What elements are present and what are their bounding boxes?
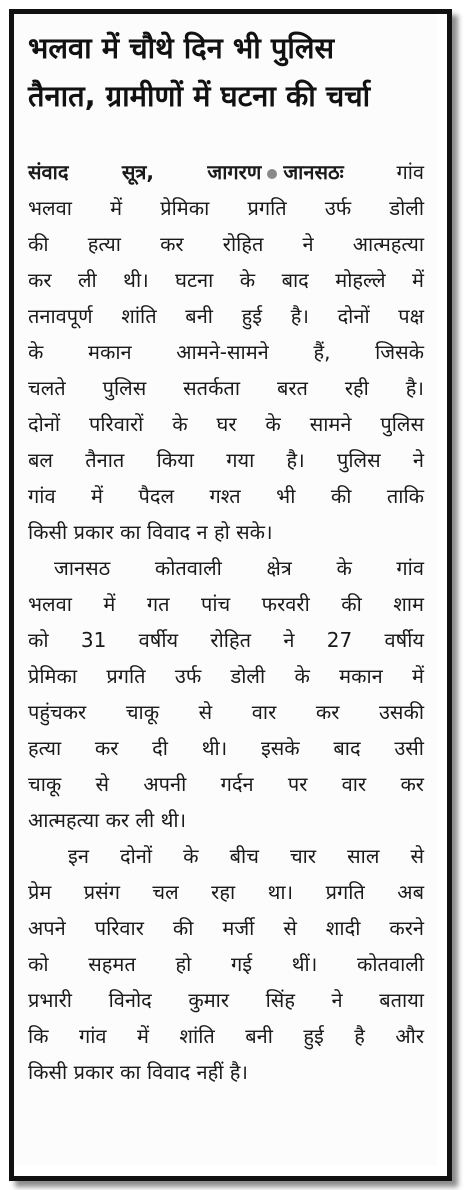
article-line: की हत्या कर रोहित ने आत्महत्या	[28, 232, 424, 256]
article-line: किसी प्रकार का विवाद न हो सके।	[28, 520, 273, 544]
article-line: प्रेम प्रसंग चल रहा था। प्रगति अब	[28, 880, 424, 904]
headline-line-2: तैनात, ग्रामीणों में घटना की चर्चा	[28, 79, 371, 113]
article-line: बल तैनात किया गया है। पुलिस ने	[28, 448, 424, 472]
article-line: दोनों परिवारों के घर के सामने पुलिस	[28, 412, 424, 436]
article-line: इन दोनों के बीच चार साल से	[68, 844, 424, 868]
headline	[28, 24, 428, 120]
bullet-icon	[267, 169, 277, 179]
article-line: को सहमत हो गई थीं। कोतवाली	[28, 952, 424, 976]
article-line: गांव में पैदल गश्त भी की ताकि	[28, 484, 424, 508]
article-line: के मकान आमने-सामने हैं, जिसके	[28, 340, 424, 364]
byline-place: जानसठः	[283, 160, 344, 184]
article-line: भलवा में गत पांच फरवरी की शाम	[28, 592, 424, 616]
article-line: गांव	[396, 160, 424, 184]
article-line: तनावपूर्ण शांति बनी हुई है। दोनों पक्ष	[28, 304, 424, 328]
article-line: को 31 वर्षीय रोहित ने 27 वर्षीय	[28, 628, 424, 652]
article-line: हत्या कर दी थी। इसके बाद उसी	[28, 736, 424, 760]
article-line: प्रेमिका प्रगति उर्फ डोली के मकान में	[28, 664, 424, 688]
article-line: चाकू से अपनी गर्दन पर वार कर	[28, 772, 424, 796]
article-line: भलवा में प्रेमिका प्रगति उर्फ डोली	[28, 196, 424, 220]
article-line: आत्महत्या कर ली थी।	[28, 808, 187, 832]
news-clipping	[14, 14, 437, 1166]
article-line: अपने परिवार की मर्जी से शादी करने	[28, 916, 424, 940]
headline-line-1: भलवा में चौथे दिन भी पुलिस	[28, 31, 335, 65]
article-body	[28, 154, 424, 1090]
article-line: पहुंचकर चाकू से वार कर उसकी	[28, 700, 424, 724]
article-line: चलते पुलिस सतर्कता बरत रही है।	[28, 376, 424, 400]
dateline-line	[28, 154, 424, 190]
byline-source: संवाद सूत्र, जागरण	[28, 160, 262, 184]
article-line: कि गांव में शांति बनी हुई है और	[28, 1024, 424, 1048]
article-line: कर ली थी। घटना के बाद मोहल्ले में	[28, 268, 424, 292]
article-line: प्रभारी विनोद कुमार सिंह ने बताया	[28, 988, 424, 1012]
article-line: जानसठ कोतवाली क्षेत्र के गांव	[54, 556, 424, 580]
article-line: किसी प्रकार का विवाद नहीं है।	[28, 1060, 248, 1084]
